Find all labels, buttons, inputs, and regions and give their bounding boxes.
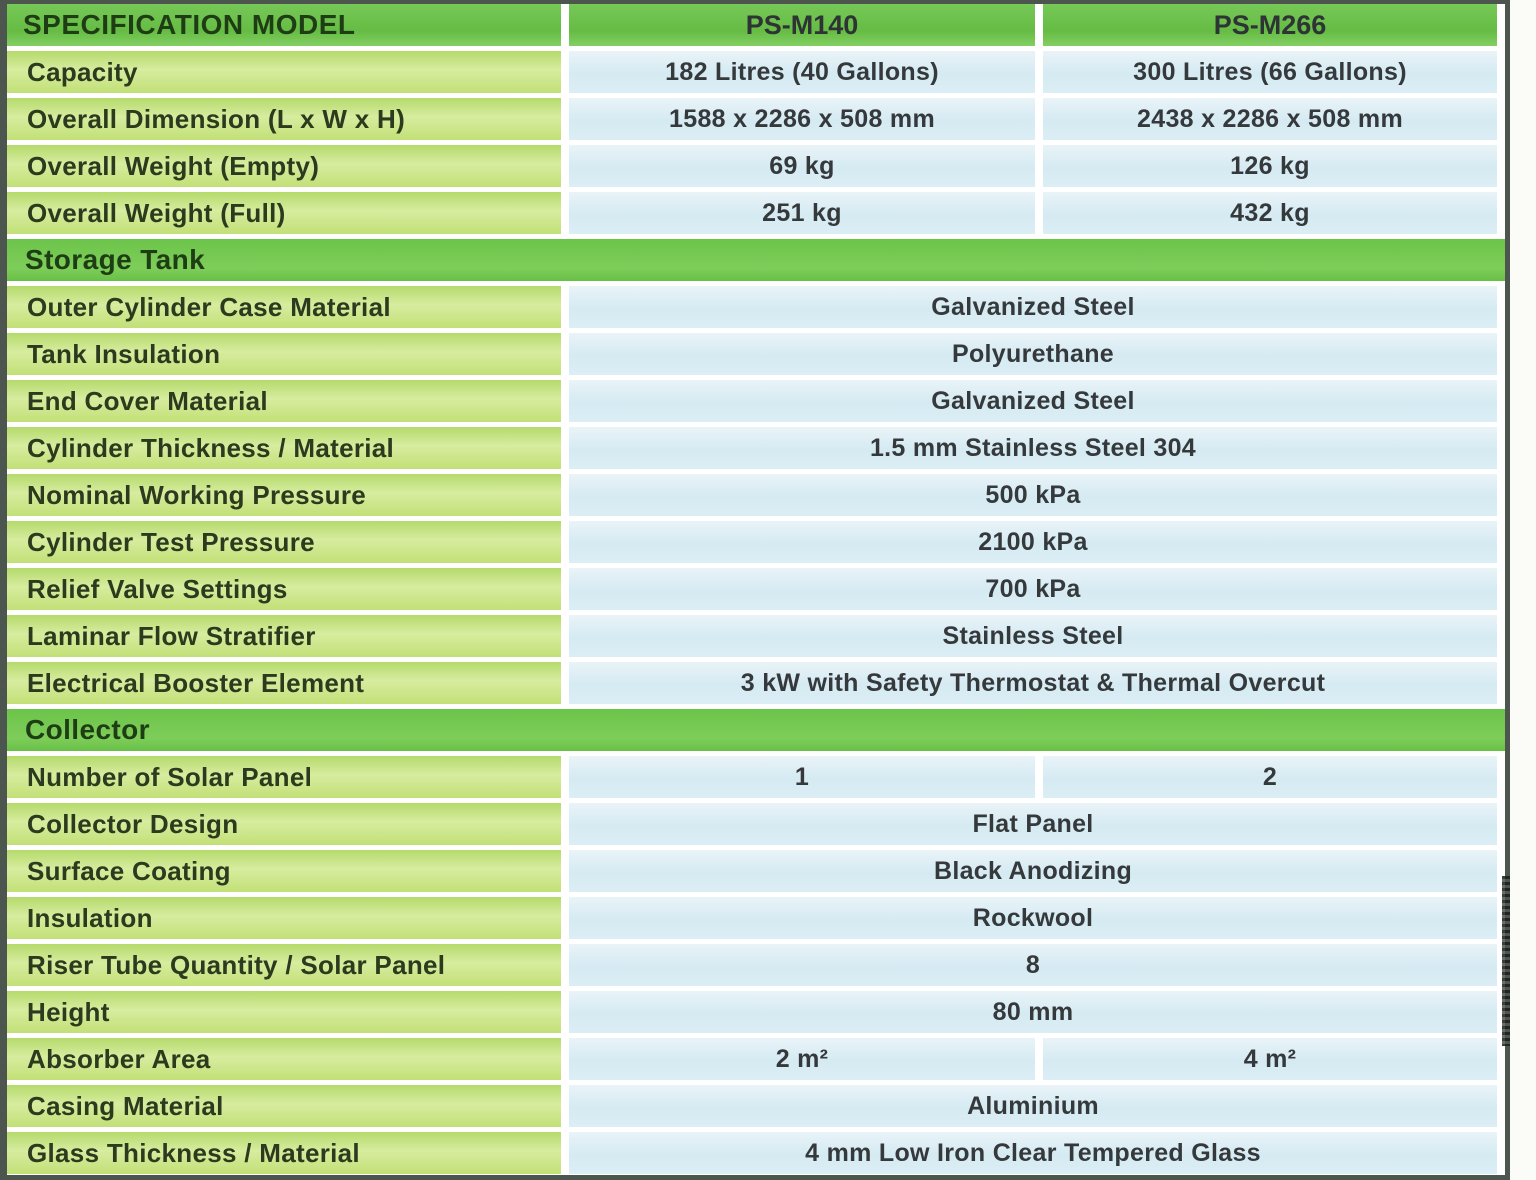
- table-row-relief-valve: [7, 568, 1505, 610]
- row-value-m140: 251 kg: [569, 192, 1035, 234]
- row-label: Overall Weight (Full): [7, 192, 561, 234]
- row-value-m266: 4 m²: [1043, 1038, 1497, 1080]
- table-row-glass-thickness: [7, 1132, 1505, 1174]
- row-label: Tank Insulation: [7, 333, 561, 375]
- table-row-working-pressure: [7, 474, 1505, 516]
- row-value-merged: 1.5 mm Stainless Steel 304: [569, 427, 1497, 469]
- row-value-merged: Polyurethane: [569, 333, 1497, 375]
- table-row-collector-design: [7, 803, 1505, 845]
- row-label: Relief Valve Settings: [7, 568, 561, 610]
- row-value-m140: 2 m²: [569, 1038, 1035, 1080]
- table-row-end-cover: [7, 380, 1505, 422]
- row-label: Capacity: [7, 51, 561, 93]
- table-row-laminar-flow: [7, 615, 1505, 657]
- row-value-merged: 700 kPa: [569, 568, 1497, 610]
- table-row-casing-material: [7, 1085, 1505, 1127]
- table-row-cylinder-thickness: [7, 427, 1505, 469]
- row-value-merged: Aluminium: [569, 1085, 1497, 1127]
- page-margin: [1510, 0, 1536, 1180]
- row-label: Absorber Area: [7, 1038, 561, 1080]
- row-label: Laminar Flow Stratifier: [7, 615, 561, 657]
- row-label: Number of Solar Panel: [7, 756, 561, 798]
- row-value-m140: 182 Litres (40 Gallons): [569, 51, 1035, 93]
- row-value-merged: Rockwool: [569, 897, 1497, 939]
- table-row-weight-empty: [7, 145, 1505, 187]
- section-header-storage-tank: Storage Tank: [7, 239, 1505, 281]
- table-row-solar-panel-count: [7, 756, 1505, 798]
- row-value-m140: 69 kg: [569, 145, 1035, 187]
- row-value-m266: 2438 x 2286 x 508 mm: [1043, 98, 1497, 140]
- section-header-collector: Collector: [7, 709, 1505, 751]
- model-b-header: PS-M266: [1043, 4, 1497, 46]
- row-value-merged: 8: [569, 944, 1497, 986]
- row-value-merged: Stainless Steel: [569, 615, 1497, 657]
- header-row: [7, 4, 1505, 46]
- row-label: Electrical Booster Element: [7, 662, 561, 704]
- spec-header-cell: SPECIFICATION MODEL: [7, 4, 561, 46]
- row-label: Collector Design: [7, 803, 561, 845]
- row-value-merged: 4 mm Low Iron Clear Tempered Glass: [569, 1132, 1497, 1174]
- row-label: Height: [7, 991, 561, 1033]
- table-row-weight-full: [7, 192, 1505, 234]
- row-label: Outer Cylinder Case Material: [7, 286, 561, 328]
- row-value-merged: 2100 kPa: [569, 521, 1497, 563]
- row-label: Insulation: [7, 897, 561, 939]
- row-label: Riser Tube Quantity / Solar Panel: [7, 944, 561, 986]
- table-row-test-pressure: [7, 521, 1505, 563]
- row-value-merged: Galvanized Steel: [569, 380, 1497, 422]
- table-row-booster-element: [7, 662, 1505, 704]
- row-value-merged: 3 kW with Safety Thermostat & Thermal Overcut: [569, 662, 1497, 704]
- row-label: Cylinder Thickness / Material: [7, 427, 561, 469]
- row-value-m266: 126 kg: [1043, 145, 1497, 187]
- scan-artifact: [1502, 876, 1510, 1046]
- table-row-tank-insulation: [7, 333, 1505, 375]
- row-value-merged: 80 mm: [569, 991, 1497, 1033]
- table-row-capacity: [7, 51, 1505, 93]
- table-row-collector-insulation: [7, 897, 1505, 939]
- row-value-m266: 432 kg: [1043, 192, 1497, 234]
- table-row-outer-cylinder: [7, 286, 1505, 328]
- row-value-m140: 1588 x 2286 x 508 mm: [569, 98, 1035, 140]
- table-row-surface-coating: [7, 850, 1505, 892]
- row-label: Cylinder Test Pressure: [7, 521, 561, 563]
- row-label: Glass Thickness / Material: [7, 1132, 561, 1174]
- row-value-m140: 1: [569, 756, 1035, 798]
- table-row-riser-tube: [7, 944, 1505, 986]
- row-value-merged: Galvanized Steel: [569, 286, 1497, 328]
- table-row-absorber-area: [7, 1038, 1505, 1080]
- row-label: End Cover Material: [7, 380, 561, 422]
- row-label: Overall Weight (Empty): [7, 145, 561, 187]
- row-label: Overall Dimension (L x W x H): [7, 98, 561, 140]
- row-label: Surface Coating: [7, 850, 561, 892]
- row-value-m266: 300 Litres (66 Gallons): [1043, 51, 1497, 93]
- row-value-merged: 500 kPa: [569, 474, 1497, 516]
- row-value-merged: Black Anodizing: [569, 850, 1497, 892]
- table-row-dimension: [7, 98, 1505, 140]
- row-label: Nominal Working Pressure: [7, 474, 561, 516]
- row-value-m266: 2: [1043, 756, 1497, 798]
- model-a-header: PS-M140: [569, 4, 1035, 46]
- row-label: Casing Material: [7, 1085, 561, 1127]
- table-row-height: [7, 991, 1505, 1033]
- row-value-merged: Flat Panel: [569, 803, 1497, 845]
